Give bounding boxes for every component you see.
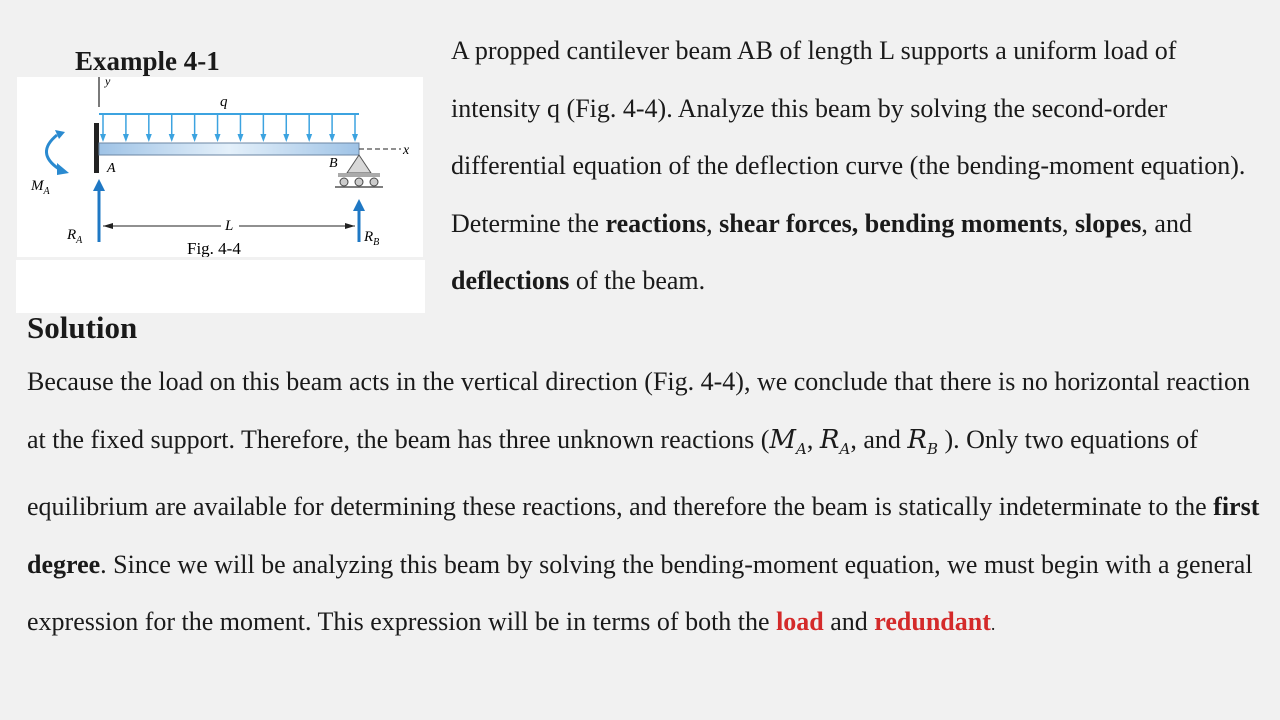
- figure-caption: Fig. 4-4: [187, 239, 241, 257]
- beam: [99, 143, 359, 155]
- load-arrowhead: [306, 134, 312, 142]
- point-b-label: B: [329, 156, 338, 171]
- x-axis-label: x: [403, 143, 410, 158]
- math-ra: $R_A$: [819, 424, 851, 458]
- load-label-q: q: [220, 94, 228, 110]
- roller-2: [355, 178, 363, 186]
- fixed-wall: [94, 123, 99, 173]
- y-axis-label: y: [105, 77, 111, 88]
- solution-text: Because the load on this beam acts in the vertical direction (Fig. 4-4), we conclude that there is no horizontal reaction at the fixed support. Therefore, the beam has three unknown reactions ($M_A$, $R_A$, and $R_B$ ). Only two equations of equilibrium are available for determining these reactions, and therefore the beam is statically indeterminate to the first degree. Since we will be analyzing this beam by solving the bending-moment equation, we must begin with a general expression for the moment. This expression will be in terms of both the load and redundant.: [27, 367, 1260, 637]
- term-redundant: redundant: [874, 607, 991, 637]
- distributed-load-arrows: [100, 115, 358, 142]
- load-top-line: [99, 113, 359, 115]
- length-label: L: [225, 218, 234, 234]
- load-arrowhead: [169, 134, 175, 142]
- reaction-a-label: $R_A$: [67, 227, 83, 246]
- load-arrowhead: [352, 134, 358, 142]
- solution-title: Solution: [27, 310, 138, 345]
- blank-panel: [16, 260, 425, 313]
- moment-label: $M_A$: [31, 178, 50, 197]
- point-a-label: A: [107, 161, 116, 176]
- load-arrowhead: [100, 134, 106, 142]
- term-slopes: slopes: [1074, 208, 1142, 238]
- load-arrowhead: [215, 134, 221, 142]
- load-arrowhead: [283, 134, 289, 142]
- beam-diagram: [17, 77, 423, 257]
- load-arrowhead: [237, 134, 243, 142]
- term-shear-moments: shear forces, bending moments: [719, 208, 1062, 238]
- term-first-degree: first degree: [27, 492, 1260, 579]
- term-deflections: deflections: [451, 266, 570, 295]
- math-ma: $M_A$: [769, 424, 807, 458]
- roller-3: [370, 178, 378, 186]
- math-rb: $R_B$: [907, 424, 938, 458]
- load-arrowhead: [123, 134, 129, 142]
- term-reactions: reactions: [605, 208, 707, 238]
- load-arrowhead: [146, 134, 152, 142]
- reaction-b-label: $R_B$: [364, 229, 380, 248]
- pin-support: [347, 155, 371, 173]
- term-load: load: [776, 607, 824, 637]
- roller-1: [340, 178, 348, 186]
- problem-statement: A propped cantilever beam AB of length L supports a uniform load of intensity q (Fig. 4-4). Analyze this beam by solving the second-order differential equation of the deflection curve (the bending-moment equation). Determine the reactions, shear forces, bending moments, slopes, and deflections of the beam.: [451, 36, 1246, 295]
- load-arrowhead: [329, 134, 335, 142]
- beam-figure: [17, 77, 423, 257]
- example-title: Example 4-1: [75, 46, 220, 76]
- support-plate: [338, 173, 380, 177]
- load-arrowhead: [260, 134, 266, 142]
- load-arrowhead: [192, 134, 198, 142]
